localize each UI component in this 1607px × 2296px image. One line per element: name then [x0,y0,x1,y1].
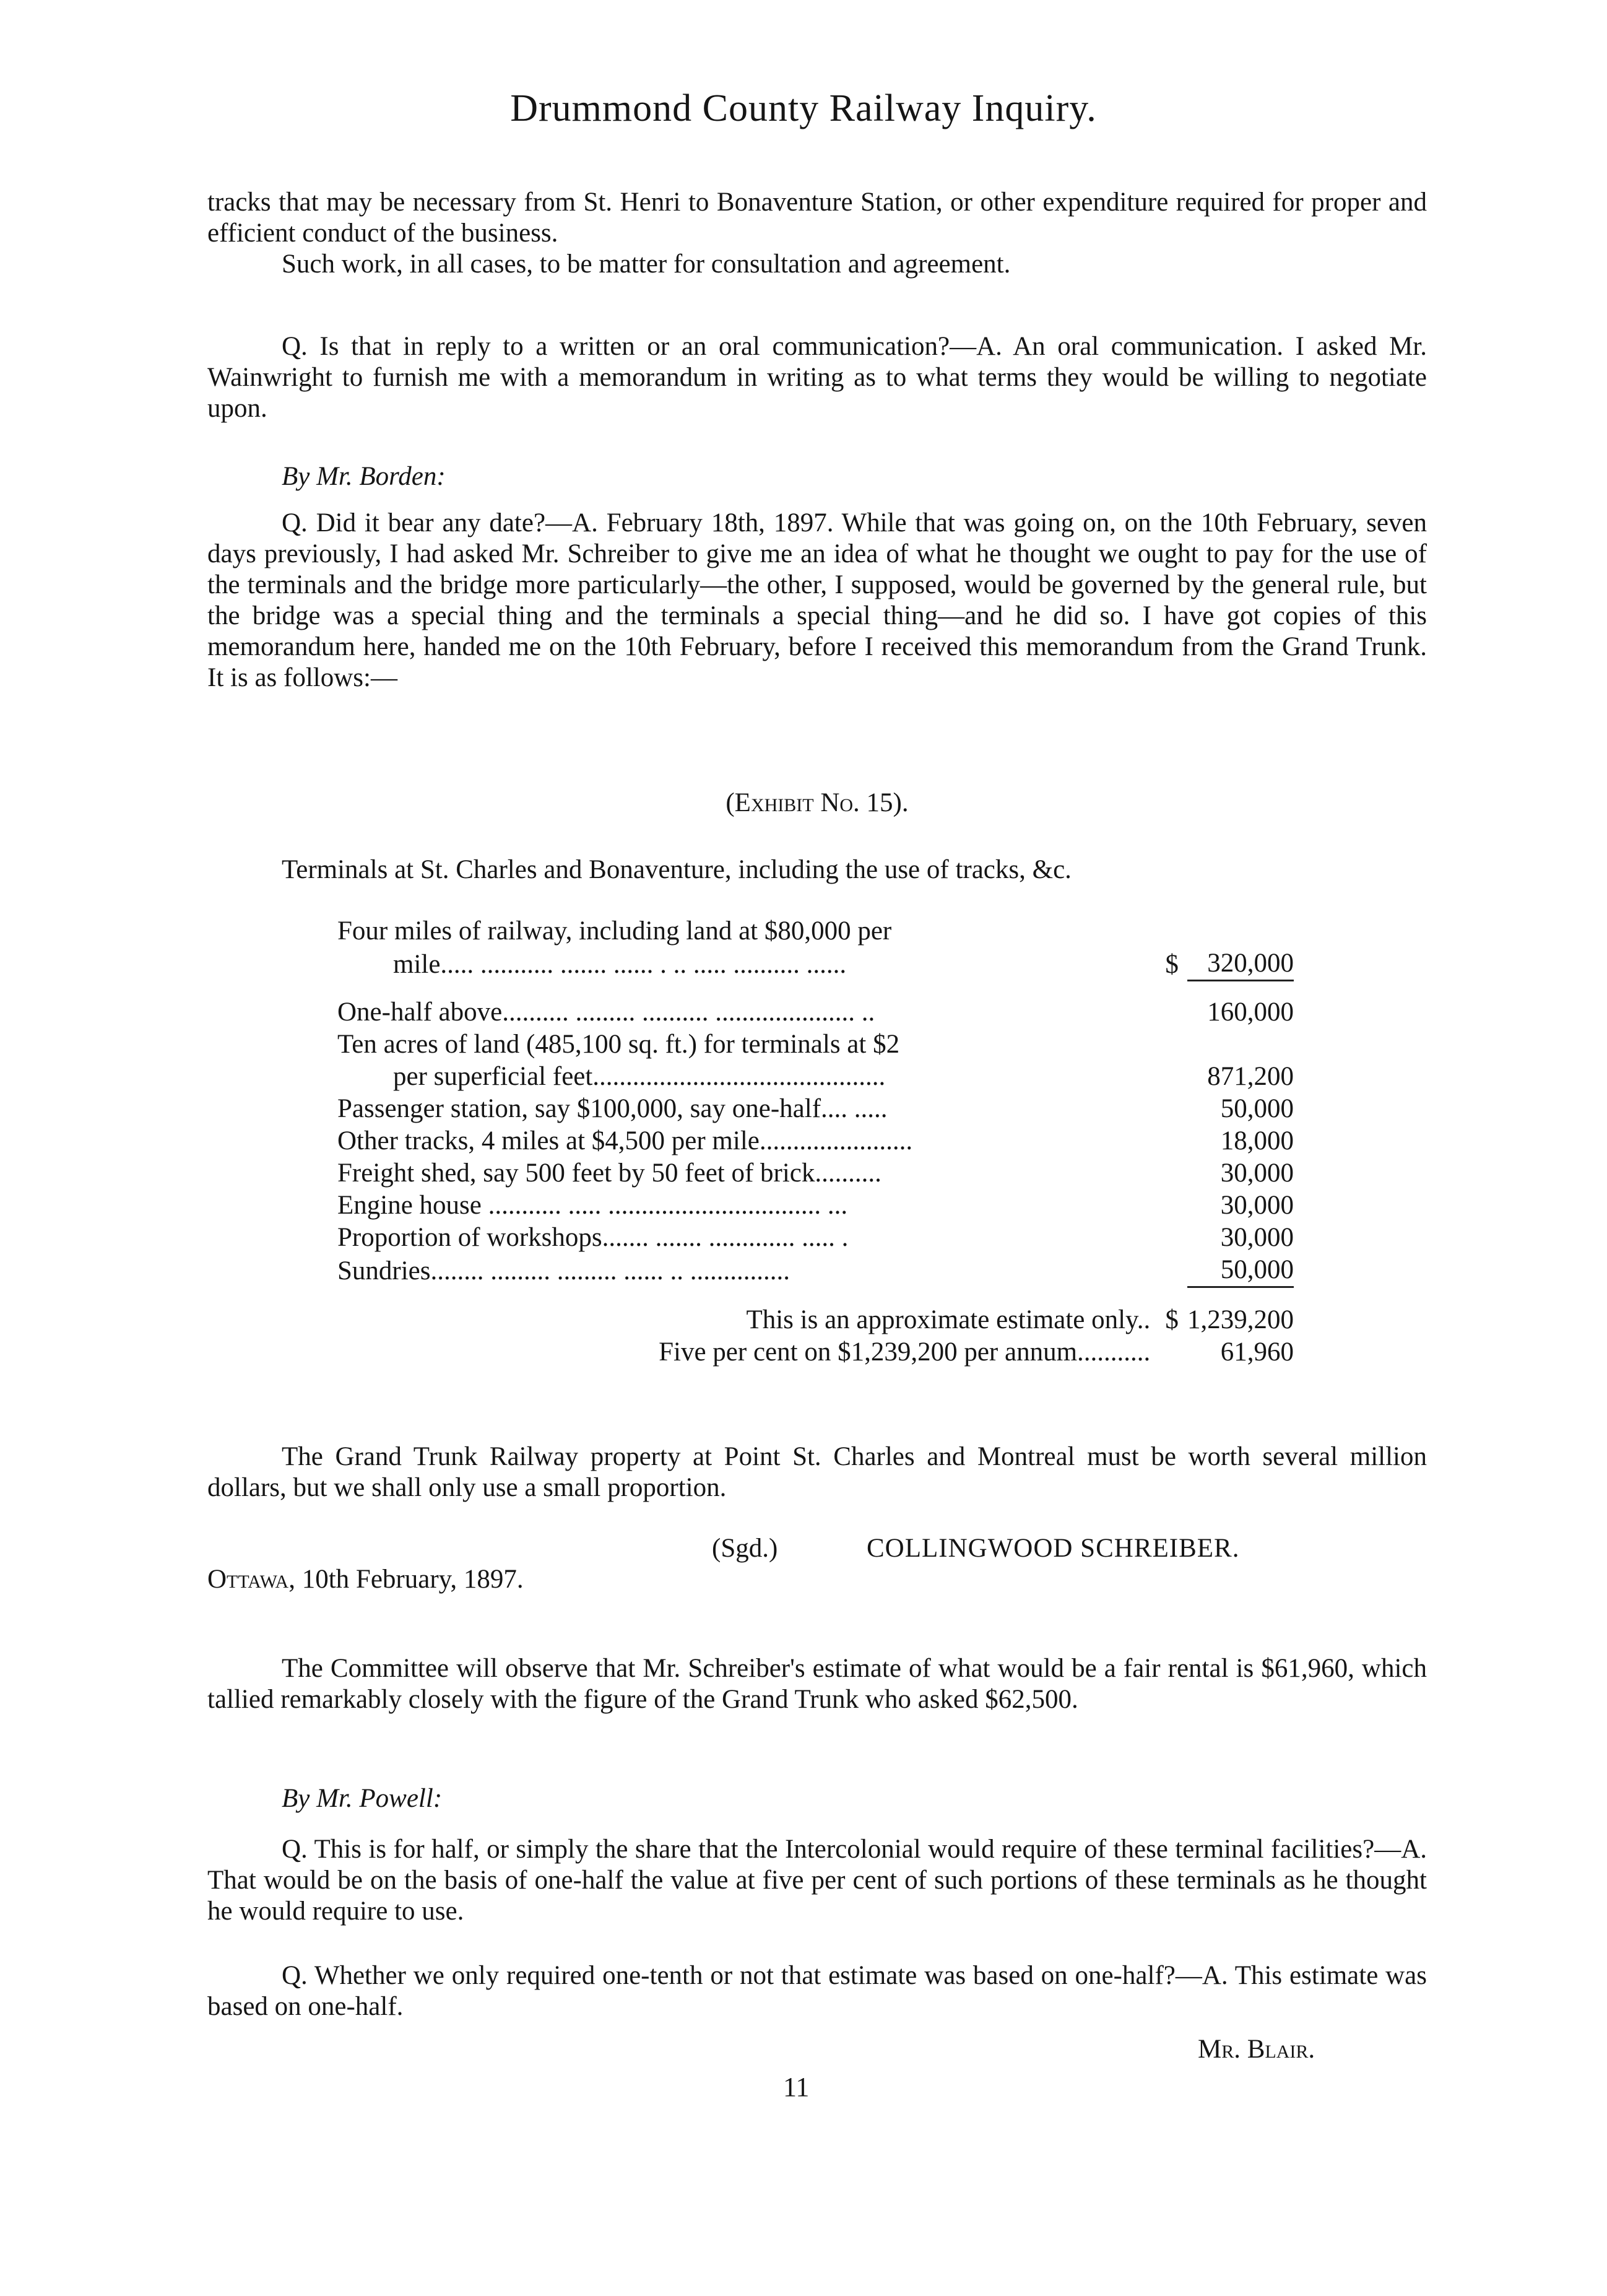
estimate-amount: 18,000 [1220,1126,1294,1155]
signature-dateline [207,1564,524,1594]
estimate-five-percent-row [337,1336,1294,1368]
intro-line-2: Such work, in all cases, to be matter for consultation and agreement. [282,250,1011,279]
estimate-five-percent-label: Five per cent on $1,239,200 per annum........... [659,1337,1151,1367]
speaker-powell [207,1783,1427,1814]
estimate-amount: 30,000 [1220,1159,1294,1188]
estimate-item: Proportion of workshops....... ....... ............. ..... . [337,1223,849,1252]
estimate-amount: 30,000 [1220,1223,1294,1252]
qa-2-text: Q. Did it bear any date?—A. February 18th, 1897. While that was going on, on the 10th February, seven days previously, I had asked Mr. Schreiber to give me an idea of what he thought we ought to pay for the use of the terminals and the bridge more particularly—the other, I supposed, would be governed by the general rule, but the bridge was a special thing and the terminals a special thing—and he did so. I have got copies of this memorandum here, handed me on the 10th February, before I received this memorandum from the Grand Trunk. It is as follows:— [207,508,1427,692]
grand-trunk-note [207,1442,1427,1503]
grand-trunk-note-text: The Grand Trunk Railway property at Point St. Charles and Montreal must be worth several million dollars, but we shall only use a small proportion. [207,1442,1427,1502]
estimate-row [337,1157,1294,1189]
estimate-five-percent-amount: 61,960 [1220,1337,1294,1367]
dollar-sign: $ [1165,949,1179,979]
estimate-amount: 30,000 [1220,1191,1294,1220]
estimate-row [337,1093,1294,1125]
estimate-item: per superficial feet............................................ [393,1062,886,1091]
qa-4-text: Q. Whether we only required one-tenth or not that estimate was based on one-half?—A. This estimate was based on one-half. [207,1961,1427,2021]
estimate-total-label: This is an approximate estimate only.. [746,1305,1151,1334]
speaker-powell-label: By Mr. Powell: [282,1784,443,1813]
qa-1-text: Q. Is that in reply to a written or an oral communication?—A. An oral communication. I asked Mr. Wainwright to furnish me with a memorandum in writing as to what terms they would be willing to negotiate upon. [207,332,1427,423]
speaker-borden-label: By Mr. Borden: [282,462,446,491]
estimate-row [337,1061,1294,1093]
page-number: 11 [783,2072,810,2102]
estimate-item: Engine house ........... ..... ................................ ... [337,1191,848,1220]
terminals-title-text: Terminals at St. Charles and Bonaventure, including the use of tracks, &c. [282,855,1072,884]
estimate-item: Ten acres of land (485,100 sq. ft.) for terminals at $2 [337,1030,900,1059]
exhibit-heading: (Exhibit No. 15). [726,788,909,817]
qa-3-text: Q. This is for half, or simply the share that the Intercolonial would require of these terminal facilities?—A. That would be on the basis of one-half the value at five per cent of such portions of these terminals as he thought he would require to use. [207,1835,1427,1926]
estimate-total-amount: 1,239,200 [1187,1287,1294,1337]
signature-place: Ottawa [207,1565,289,1594]
qa-paragraph-1 [207,331,1427,424]
estimate-row [337,1125,1294,1157]
intro-paragraph [207,187,1427,280]
estimate-table [337,915,1294,1368]
estimate-item: One-half above.......... ......... .......... ..................... .. [337,998,875,1027]
running-header: Drummond County Railway Inquiry. [510,87,1097,129]
estimate-row [337,1028,1294,1061]
catchword: Mr. Blair. [1198,2035,1315,2064]
qa-paragraph-4 [207,1960,1427,2022]
estimate-amount: 320,000 [1207,949,1294,978]
estimate-amount: 871,200 [1207,1062,1294,1091]
estimate-row [337,1222,1294,1254]
speaker-borden [207,461,1427,492]
estimate-amount: 50,000 [1220,1094,1294,1123]
estimate-item: Freight shed, say 500 feet by 50 feet of brick.......... [337,1159,881,1188]
estimate-amount: 50,000 [1220,1255,1294,1284]
committee-text: The Committee will observe that Mr. Schreiber's estimate of what would be a fair rental is $61,960, which tallied remarkably closely with the figure of the Grand Trunk who asked $62,500. [207,1654,1427,1714]
estimate-row [337,981,1294,1029]
estimate-item: Other tracks, 4 miles at $4,500 per mile....................... [337,1126,913,1155]
dollar-sign: $ [1165,1305,1179,1334]
estimate-amount: 160,000 [1187,981,1294,1029]
estimate-row [337,1254,1294,1287]
terminals-title [207,854,1427,885]
estimate-row [337,1189,1294,1222]
estimate-item: Four miles of railway, including land at $80,000 per [337,916,892,946]
estimate-item: Sundries........ ......... ......... ...... .. ............... [337,1256,790,1285]
signature-date: , 10th February, 1897. [288,1565,524,1594]
estimate-total-row [337,1287,1294,1337]
estimate-item: Passenger station, say $100,000, say one-half.... ..... [337,1094,888,1123]
signature-sgd: (Sgd.) [712,1534,778,1563]
intro-line-1: tracks that may be necessary from St. Henri to Bonaventure Station, or other expenditure required for proper and efficient conduct of the business. [207,188,1427,248]
estimate-row [337,947,1294,981]
signature-name: COLLINGWOOD SCHREIBER. [867,1534,1240,1563]
estimate-row [337,915,1294,947]
qa-paragraph-3 [207,1834,1427,1927]
committee-paragraph [207,1653,1427,1715]
estimate-item: mile..... ........... ....... ...... . .. ..... .......... ...... [393,949,847,979]
qa-paragraph-2 [207,508,1427,694]
